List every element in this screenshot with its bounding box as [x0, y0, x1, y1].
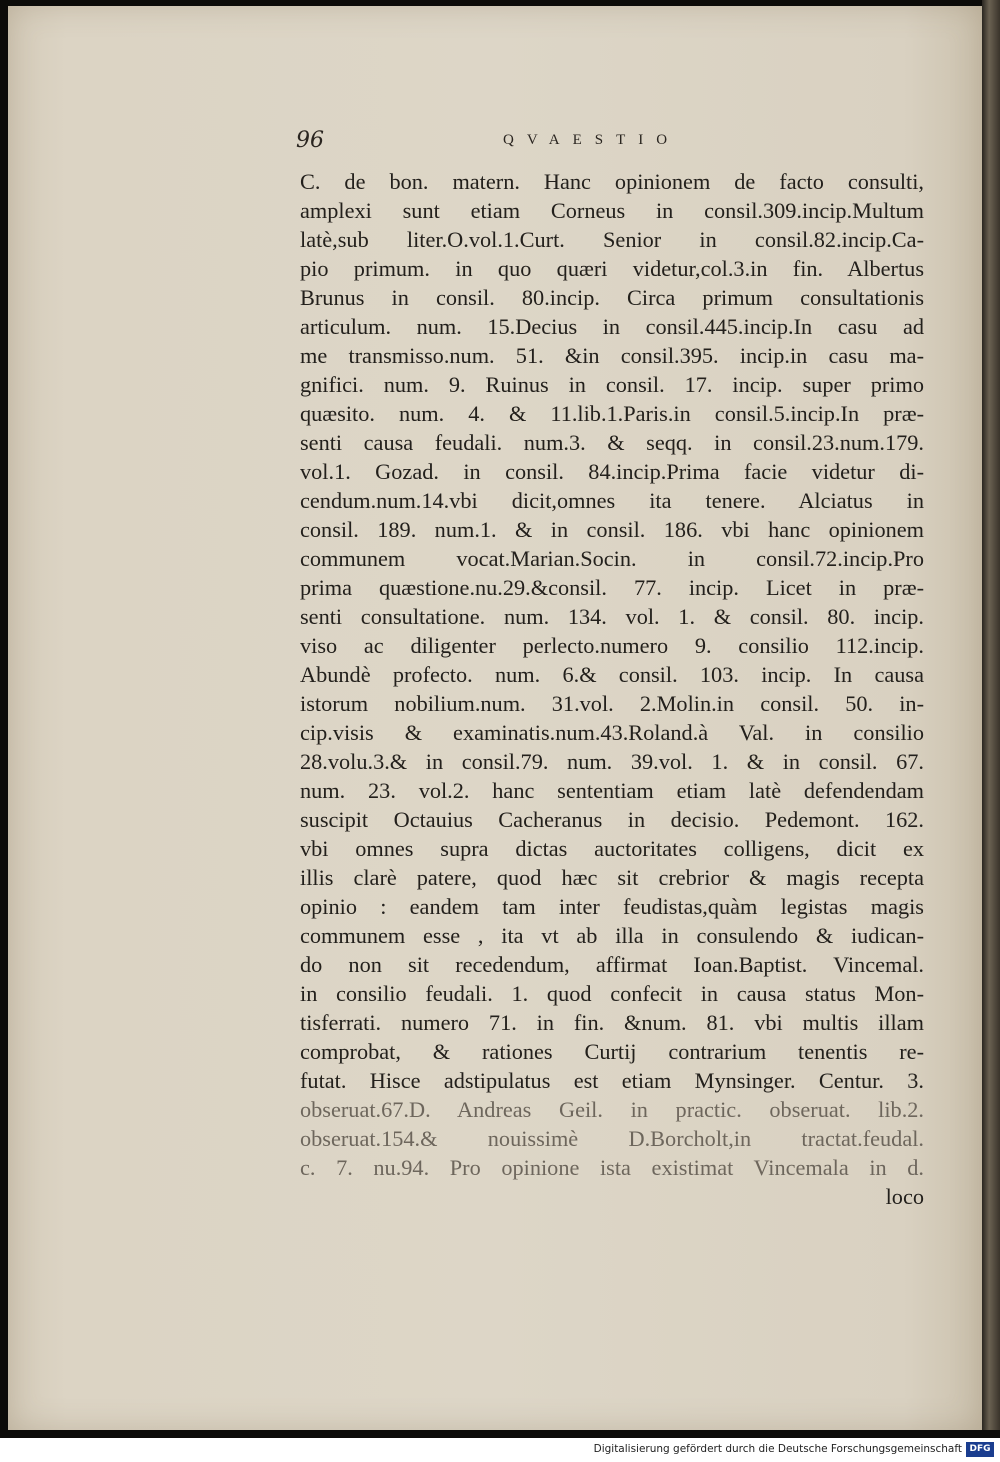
text-line: obseruat.154.& nouissimè D.Borcholt,in tractat.feudal.: [300, 1126, 924, 1151]
text-line: 28.volu.3.& in consil.79. num. 39.vol. 1. & in consil. 67.: [300, 749, 924, 774]
page-number: 96: [296, 128, 324, 153]
text-line: senti causa feudali. num.3. & seqq. in consil.23.num.179.: [300, 430, 924, 455]
text-line: Abundè profecto. num. 6.& consil. 103. incip. In causa: [300, 662, 924, 687]
text-line: futat. Hisce adstipulatus est etiam Mynsinger. Centur. 3.: [300, 1068, 924, 1093]
text-line: comprobat, & rationes Curtij contrarium tenentis re-: [300, 1039, 924, 1064]
text-line: illis clarè patere, quod hæc sit crebrior & magis recepta: [300, 865, 924, 890]
body-text: [300, 167, 924, 1211]
text-line: tisferrati. numero 71. in fin. &num. 81. vbi multis illam: [300, 1010, 924, 1035]
text-line: gnifici. num. 9. Ruinus in consil. 17. incip. super primo: [300, 372, 924, 397]
text-line: viso ac diligenter perlecto.numero 9. consilio 112.incip.: [300, 633, 924, 658]
text-line: consil. 189. num.1. & in consil. 186. vbi hanc opinionem: [300, 517, 924, 542]
text-line: suscipit Octauius Cacheranus in decisio. Pedemont. 162.: [300, 807, 924, 832]
text-line: communem esse , ita vt ab illa in consulendo & iudican-: [300, 923, 924, 948]
text-line: C. de bon. matern. Hanc opinionem de facto consulti,: [300, 169, 924, 194]
text-line: prima quæstione.nu.29.&consil. 77. incip. Licet in præ-: [300, 575, 924, 600]
text-line: do non sit recedendum, affirmat Ioan.Baptist. Vincemal.: [300, 952, 924, 977]
text-line: in consilio feudali. 1. quod confecit in causa status Mon-: [300, 981, 924, 1006]
text-line: articulum. num. 15.Decius in consil.445.incip.In casu ad: [300, 314, 924, 339]
text-line: Brunus in consil. 80.incip. Circa primum consultationis: [300, 285, 924, 310]
text-line: amplexi sunt etiam Corneus in consil.309.incip.Multum: [300, 198, 924, 223]
text-line: vol.1. Gozad. in consil. 84.incip.Prima facie videtur di-: [300, 459, 924, 484]
text-line: c. 7. nu.94. Pro opinione ista existimat Vincemala in d.: [300, 1155, 924, 1180]
text-line: vbi omnes supra dictas auctoritates colligens, dicit ex: [300, 836, 924, 861]
text-line: me transmisso.num. 51. &in consil.395. incip.in casu ma-: [300, 343, 924, 368]
running-head: [296, 128, 916, 160]
footer-credit: Digitalisierung gefördert durch die Deutsche Forschungsgemeinschaft: [593, 1443, 962, 1455]
text-line: senti consultatione. num. 134. vol. 1. & consil. 80. incip.: [300, 604, 924, 629]
page-edge: [982, 0, 1000, 1430]
footer-bar: [0, 1438, 1000, 1462]
catchword: loco: [885, 1184, 924, 1209]
text-line: num. 23. vol.2. hanc sententiam etiam latè defendendam: [300, 778, 924, 803]
text-line: communem vocat.Marian.Socin. in consil.72.incip.Pro: [300, 546, 924, 571]
running-title: QVAESTIO: [503, 132, 681, 148]
text-line: cip.visis & examinatis.num.43.Roland.à Val. in consilio: [300, 720, 924, 745]
text-line: cendum.num.14.vbi dicit,omnes ita tenere. Alciatus in: [300, 488, 924, 513]
text-line: istorum nobilium.num. 31.vol. 2.Molin.in consil. 50. in-: [300, 691, 924, 716]
dfg-logo: DFG: [966, 1442, 994, 1457]
text-line: quæsito. num. 4. & 11.lib.1.Paris.in consil.5.incip.In præ-: [300, 401, 924, 426]
text-line: opinio : eandem tam inter feudistas,quàm legistas magis: [300, 894, 924, 919]
text-line: latè,sub liter.O.vol.1.Curt. Senior in consil.82.incip.Ca-: [300, 227, 924, 252]
text-line: obseruat.67.D. Andreas Geil. in practic. obseruat. lib.2.: [300, 1097, 924, 1122]
text-line: pio primum. in quo quæri videtur,col.3.in fin. Albertus: [300, 256, 924, 281]
